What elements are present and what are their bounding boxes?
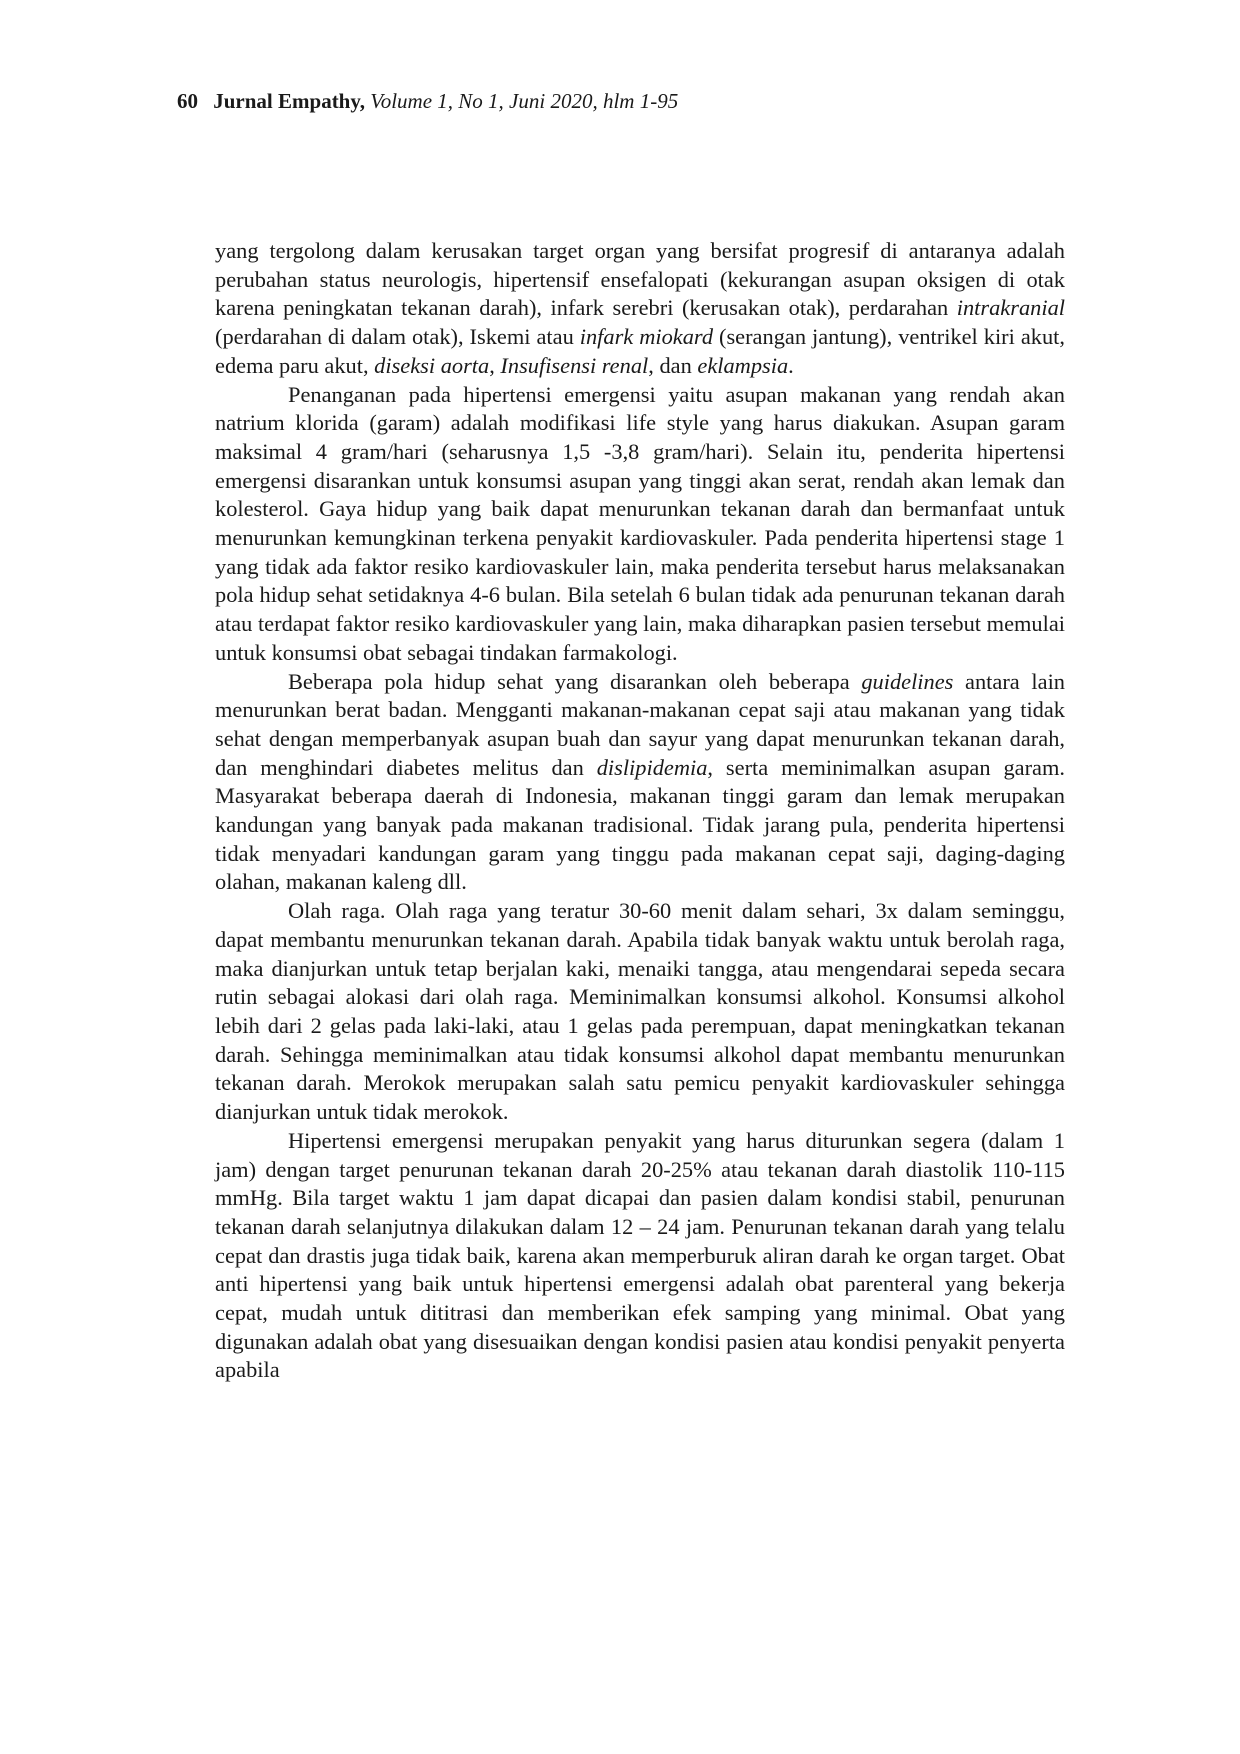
- page-number: 60: [177, 89, 198, 113]
- paragraph-text: , serta meminimalkan asupan garam. Masyarakat beberapa daerah di Indonesia, makanan tinggi garam dan lemak merupakan kandungan yang banyak pada makanan tradisional. Tidak jarang pula, penderita hipertensi tidak menyadari kandungan garam yang tinggu pada makanan cepat saji, daging-daging olahan, makanan kaleng dll.: [215, 754, 1065, 895]
- paragraph-text: antara lain menurunkan berat badan. Mengganti makanan-makanan cepat saji atau makanan yang tidak sehat dengan memperbanyak asupan buah dan sayur yang dapat menurunkan tekanan darah, dan menghindari diabetes melitus dan: [215, 668, 1065, 780]
- body-paragraph: [215, 237, 1065, 381]
- running-header: [177, 88, 1077, 114]
- body-paragraph: [215, 897, 1065, 1127]
- paragraph-text: , dan: [648, 352, 698, 378]
- italic-term: eklampsia: [697, 352, 789, 378]
- volume-info: Volume 1, No 1, Juni 2020, hlm 1-95: [370, 89, 679, 113]
- italic-term: infark miokard: [579, 324, 714, 350]
- paragraph-text: Hipertensi emergensi merupakan penyakit yang harus diturunkan segera (dalam 1 jam) dengan target penurunan tekanan darah 20-25% atau tekanan darah diastolik 110-115 mmHg. Bila target waktu 1 jam dapat dicapai dan pasien dalam kondisi stabil, penurunan tekanan darah selanjutnya dilakukan dalam 12 – 24 jam. Penurunan tekanan darah yang telalu cepat dan drastis juga tidak baik, karena akan memperburuk aliran darah ke organ target. Obat anti hipertensi yang baik untuk hipertensi emergensi adalah obat parenteral yang bekerja cepat, mudah untuk dititrasi dan memberikan efek samping yang minimal. Obat yang digunakan adalah obat yang disesuaikan dengan kondisi pasien atau kondisi penyakit penyerta apabila: [215, 1127, 1065, 1383]
- body-paragraph: [215, 1127, 1065, 1385]
- italic-term: diseksi aorta: [374, 352, 490, 378]
- paragraph-text: Beberapa pola hidup sehat yang disarankan oleh beberapa: [288, 668, 862, 694]
- paragraph-text: Olah raga. Olah raga yang teratur 30-60 menit dalam sehari, 3x dalam seminggu, dapat membantu menurunkan tekanan darah. Apabila tidak banyak waktu untuk berolah raga, maka dianjurkan untuk tetap berjalan kaki, menaiki tangga, atau mengendarai sepeda secara rutin sebagai alokasi dari olah raga. Meminimalkan konsumsi alkohol. Konsumsi alkohol lebih dari 2 gelas pada laki-laki, atau 1 gelas pada perempuan, dapat meningkatkan tekanan darah. Sehingga meminimalkan atau tidak konsumsi alkohol dapat membantu menurunkan tekanan darah. Merokok merupakan salah satu pemicu penyakit kardiovaskuler sehingga dianjurkan untuk tidak merokok.: [215, 898, 1065, 1125]
- journal-name: Jurnal Empathy,: [213, 89, 365, 113]
- paragraph-text: (perdarahan di dalam otak), Iskemi atau: [215, 324, 580, 350]
- paragraph-text: ,: [489, 352, 501, 378]
- paragraph-text: yang tergolong dalam kerusakan target organ yang bersifat progresif di antaranya adalah perubahan status neurologis, hipertensif ensefalopati (kekurangan asupan oksigen di otak karena peningkatan tekanan darah), infark serebri (kerusakan otak), perdarahan: [215, 238, 1065, 321]
- italic-term: dislipidemia: [596, 754, 708, 780]
- paragraph-text: Penanganan pada hipertensi emergensi yaitu asupan makanan yang rendah akan natrium klorida (garam) adalah modifikasi life style yang harus diakukan. Asupan garam maksimal 4 gram/hari (seharusnya 1,5 -3,8 gram/hari). Selain itu, penderita hipertensi emergensi disarankan untuk konsumsi asupan yang tinggi akan serat, rendah akan lemak dan kolesterol. Gaya hidup yang baik dapat menurunkan tekanan darah dan bermanfaat untuk menurunkan kemungkinan terkena penyakit kardiovaskuler. Pada penderita hipertensi stage 1 yang tidak ada faktor resiko kardiovaskuler lain, maka penderita tersebut harus melaksanakan pola hidup sehat setidaknya 4-6 bulan. Bila setelah 6 bulan tidak ada penurunan tekanan darah atau terdapat faktor resiko kardiovaskuler yang lain, maka diharapkan pasien tersebut memulai untuk konsumsi obat sebagai tindakan farmakologi.: [215, 381, 1065, 665]
- italic-term: Insufisensi renal: [500, 352, 649, 378]
- body-paragraph: [215, 381, 1065, 668]
- body-paragraph: [215, 668, 1065, 898]
- paragraph-text: (serangan jantung), ventrikel kiri akut, edema paru akut,: [215, 324, 1065, 378]
- italic-term: guidelines: [861, 668, 954, 694]
- italic-term: intrakranial: [956, 295, 1065, 321]
- paragraph-text: .: [788, 352, 794, 378]
- article-body: [215, 237, 1065, 1385]
